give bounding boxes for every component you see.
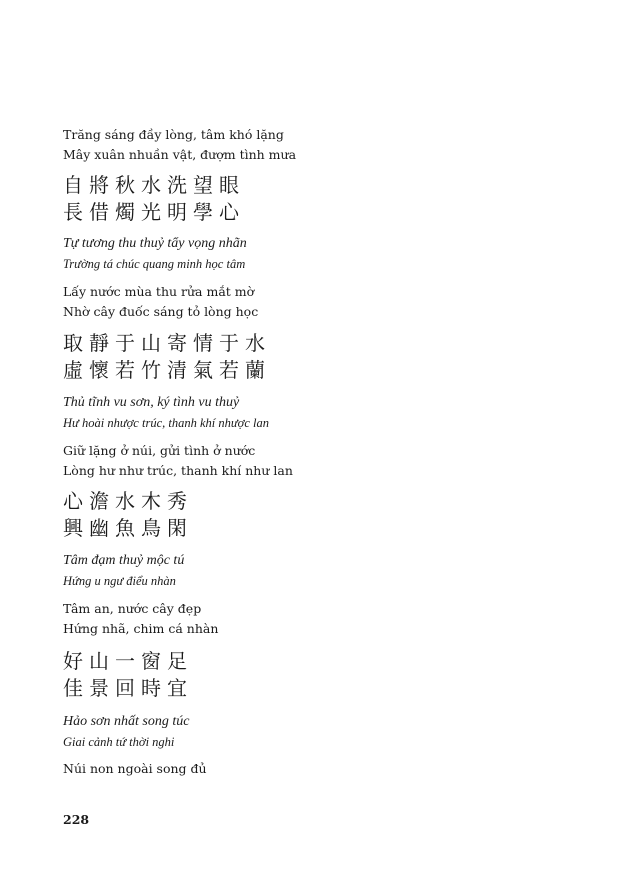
romanization-line: Tự tương thu thuỷ tẩy vọng nhãn — [63, 236, 247, 251]
verse-romanization — [63, 234, 583, 274]
verse-translation — [63, 759, 583, 779]
translation-line: Giữ lặng ở núi, gửi tình ở nước — [63, 443, 256, 458]
verse-translation — [63, 125, 583, 165]
page-number: 228 — [63, 812, 90, 827]
han-line: 長借燭光明學心 — [63, 200, 245, 224]
verse-romanization — [63, 393, 583, 433]
romanization-line: Hứng u ngư điểu nhàn — [63, 574, 176, 588]
han-line: 虛懷若竹清氣若蘭 — [63, 358, 271, 382]
romanization-line: Thủ tĩnh vu sơn, ký tình vu thuỷ — [63, 395, 240, 410]
romanization-line: Hảo sơn nhất song túc — [63, 714, 190, 729]
translation-line: Mây xuân nhuần vật, đượm tình mưa — [63, 147, 297, 162]
translation-line: Hứng nhã, chim cá nhàn — [63, 621, 219, 636]
verse-romanization — [63, 712, 583, 752]
romanization-line: Trường tá chúc quang minh học tâm — [63, 257, 246, 271]
han-line: 取靜于山寄情于水 — [63, 331, 271, 355]
han-couplet — [63, 648, 583, 702]
han-couplet — [63, 172, 583, 226]
verse-translation — [63, 441, 583, 481]
translation-line: Tâm an, nước cây đẹp — [63, 601, 202, 616]
translation-line: Núi non ngoài song đủ — [63, 761, 207, 776]
han-couplet — [63, 330, 583, 384]
han-couplet — [63, 488, 583, 542]
romanization-line: Tâm đạm thuỷ mộc tú — [63, 553, 185, 568]
han-line: 心澹水木秀 — [63, 489, 193, 513]
han-line: 好山一窗足 — [63, 649, 193, 673]
verse-translation — [63, 599, 583, 639]
translation-line: Nhờ cây đuốc sáng tỏ lòng học — [63, 304, 259, 319]
han-line: 自將秋水洗望眼 — [63, 173, 245, 197]
translation-line: Lấy nước mùa thu rửa mắt mờ — [63, 284, 255, 299]
verse-translation — [63, 282, 583, 322]
han-line: 興幽魚鳥閑 — [63, 516, 193, 540]
han-line: 佳景回時宜 — [63, 676, 193, 700]
romanization-line: Hư hoài nhược trúc, thanh khí nhược lan — [63, 416, 269, 430]
translation-line: Trăng sáng đầy lòng, tâm khó lặng — [63, 127, 284, 142]
translation-line: Lòng hư như trúc, thanh khí như lan — [63, 463, 293, 478]
verse-romanization — [63, 551, 583, 591]
romanization-line: Giai cảnh tứ thời nghi — [63, 735, 175, 749]
